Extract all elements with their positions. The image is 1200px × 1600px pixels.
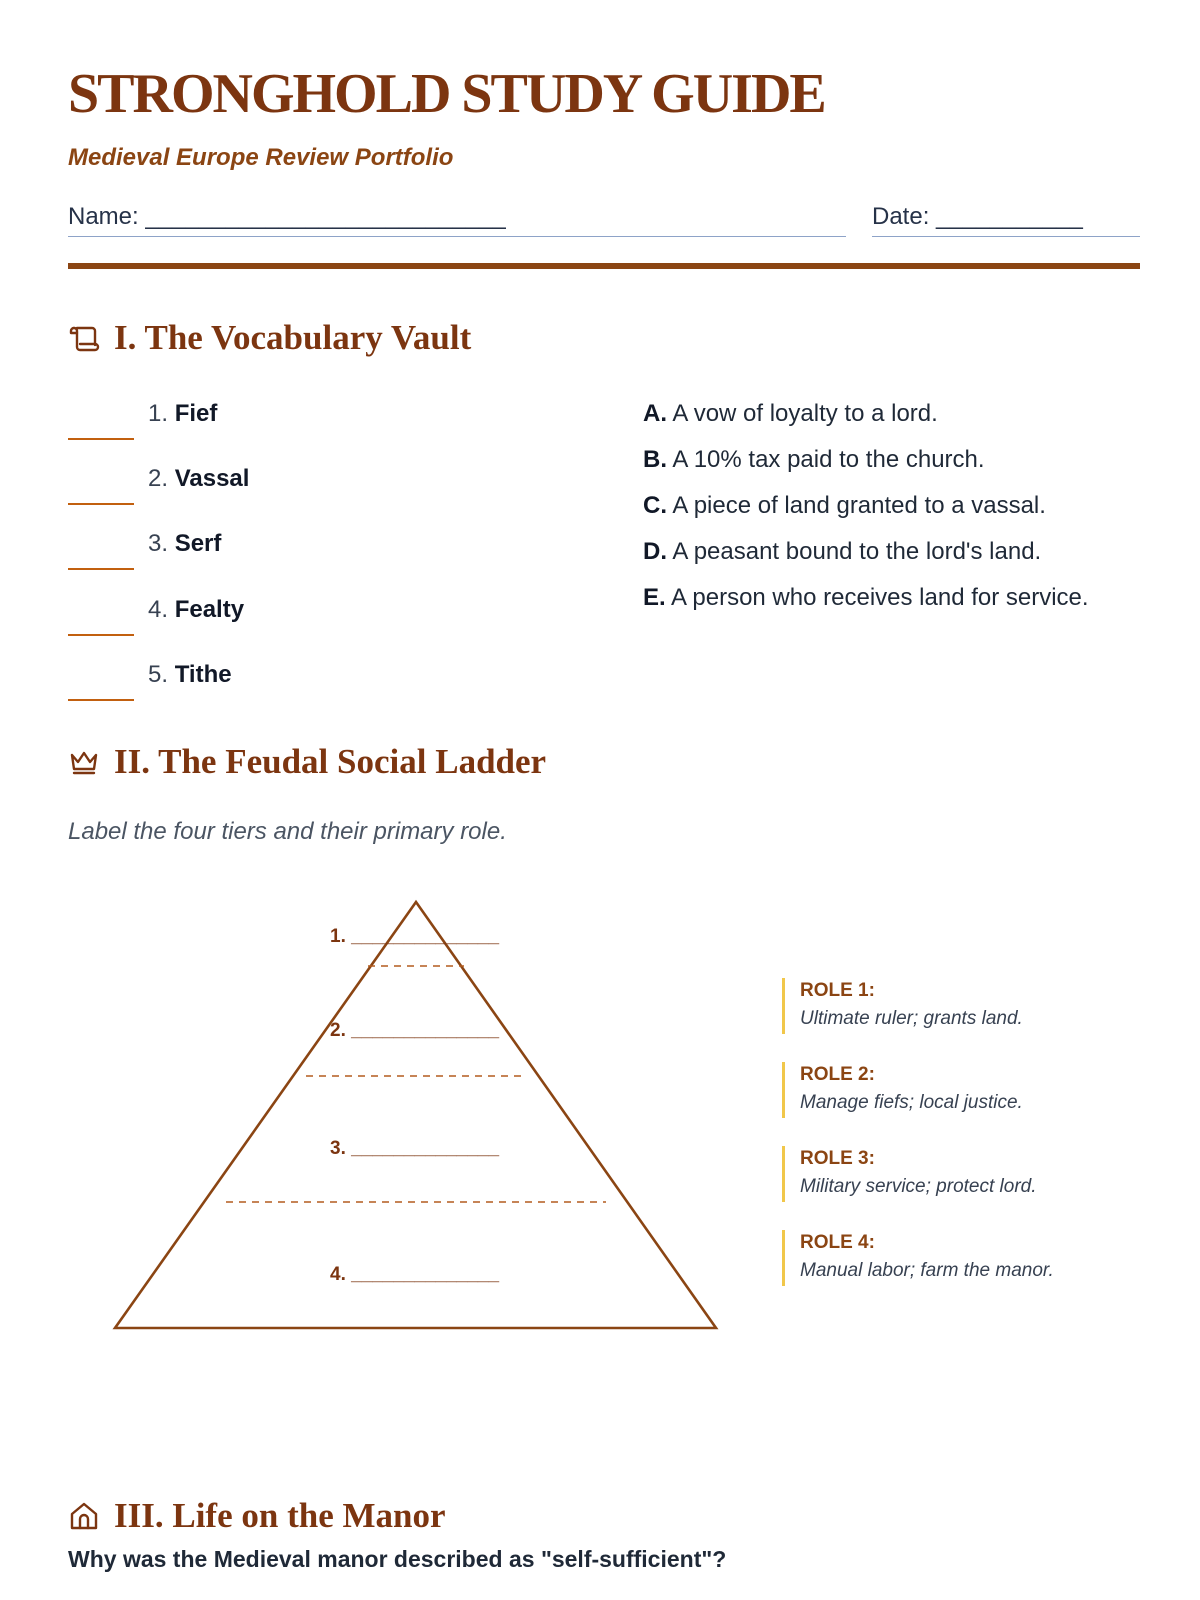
role-description: Ultimate ruler; grants land. — [800, 1008, 1023, 1029]
role-item — [782, 1062, 1122, 1118]
vocab-term: 5. Tithe — [148, 661, 232, 688]
header-divider — [68, 263, 1140, 269]
page-title: STRONGHOLD STUDY GUIDE — [68, 63, 825, 125]
role-label: ROLE 1: — [800, 980, 875, 1001]
tier-label-1[interactable]: 1. ______________ — [330, 926, 500, 947]
role-description: Manual labor; farm the manor. — [800, 1260, 1054, 1281]
vocab-item — [68, 400, 468, 440]
section-ladder-heading — [68, 742, 546, 782]
answer-blank[interactable] — [68, 634, 134, 636]
answer-blank[interactable] — [68, 503, 134, 505]
worksheet-page — [68, 0, 1140, 1600]
tier-label-4[interactable]: 4. ______________ — [330, 1264, 500, 1285]
name-field[interactable]: Name: ___________________________ — [68, 200, 846, 237]
house-icon — [68, 1500, 100, 1532]
definition-item: B. A 10% tax paid to the church. — [643, 446, 985, 473]
role-label: ROLE 2: — [800, 1064, 875, 1085]
role-description: Military service; protect lord. — [800, 1176, 1037, 1197]
ladder-instructions: Label the four tiers and their primary role. — [68, 818, 507, 845]
definition-item: A. A vow of loyalty to a lord. — [643, 400, 938, 427]
scroll-icon — [68, 322, 100, 354]
vocab-term: 2. Vassal — [148, 465, 250, 492]
page-subtitle: Medieval Europe Review Portfolio — [68, 144, 454, 171]
vocab-item — [68, 661, 468, 701]
definition-item: E. A person who receives land for service. — [643, 584, 1089, 611]
vocab-item — [68, 465, 468, 505]
manor-question: Why was the Medieval manor described as "self-sufficient"? — [68, 1546, 727, 1572]
section-manor-heading — [68, 1496, 446, 1536]
date-field[interactable]: Date: ___________ — [872, 200, 1140, 237]
section-ladder-title: II. The Feudal Social Ladder — [114, 742, 547, 781]
answer-blank[interactable] — [68, 568, 134, 570]
definition-item: D. A peasant bound to the lord's land. — [643, 538, 1042, 565]
vocab-term: 1. Fief — [148, 400, 218, 427]
role-description: Manage fiefs; local justice. — [800, 1092, 1023, 1113]
section-vocabulary-title: I. The Vocabulary Vault — [114, 318, 472, 357]
role-item — [782, 1146, 1122, 1202]
tier-label-2[interactable]: 2. ______________ — [330, 1020, 500, 1041]
feudal-pyramid — [112, 898, 732, 1338]
role-item — [782, 978, 1122, 1034]
role-label: ROLE 3: — [800, 1148, 875, 1169]
vocab-term: 3. Serf — [148, 530, 222, 557]
vocab-item — [68, 596, 468, 636]
role-label: ROLE 4: — [800, 1232, 875, 1253]
definition-item: C. A piece of land granted to a vassal. — [643, 492, 1046, 519]
vocab-term: 4. Fealty — [148, 596, 245, 623]
crown-icon — [68, 746, 100, 778]
role-item — [782, 1230, 1122, 1286]
vocab-item — [68, 530, 468, 570]
answer-blank[interactable] — [68, 699, 134, 701]
answer-blank[interactable] — [68, 438, 134, 440]
section-manor-title: III. Life on the Manor — [114, 1496, 446, 1535]
tier-label-3[interactable]: 3. ______________ — [330, 1138, 500, 1159]
section-vocabulary-heading — [68, 318, 471, 358]
